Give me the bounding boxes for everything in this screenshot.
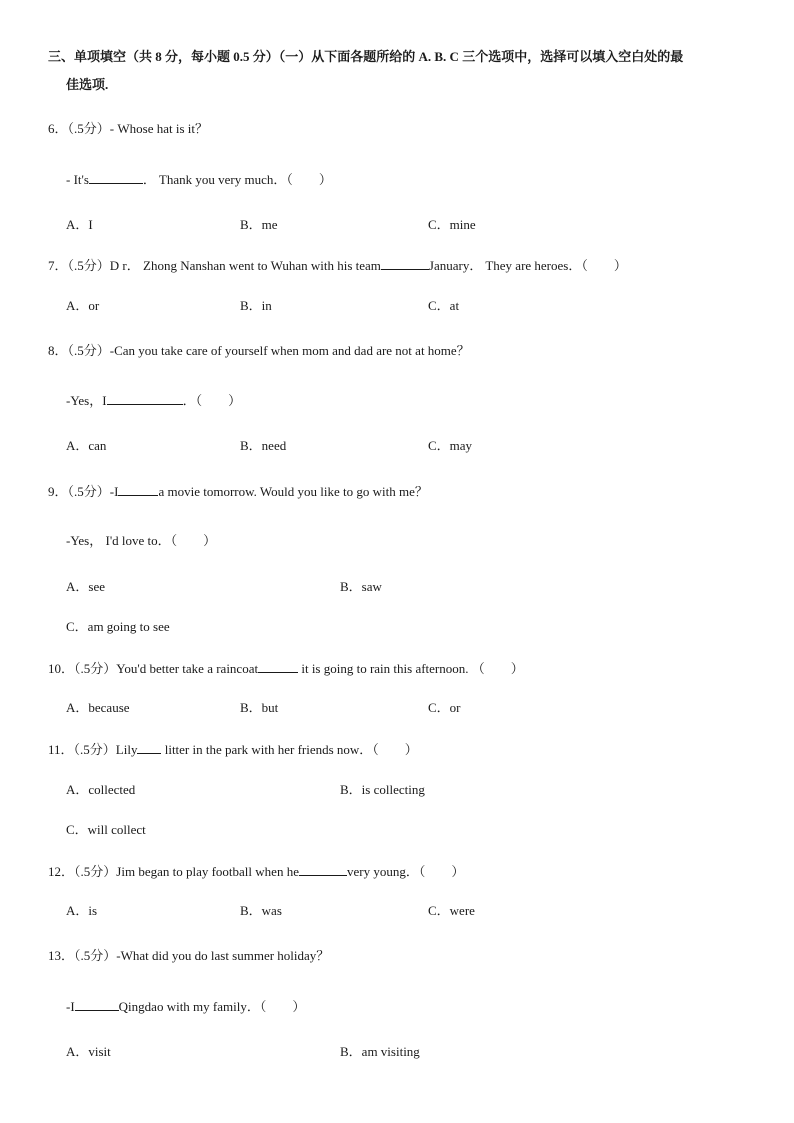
question-points: （.5分） (74, 661, 117, 676)
answer-blank[interactable] (137, 740, 161, 754)
option-a[interactable]: A．or (66, 298, 100, 313)
option-b[interactable]: B．need (240, 438, 287, 453)
question-text: Jim began to play football when he (116, 864, 299, 879)
question-text: ． Thank you very much．（ ） (142, 172, 332, 187)
question-number: 8． (48, 343, 68, 358)
option-b[interactable]: B．but (240, 700, 279, 715)
question-6-stem (48, 120, 208, 138)
question-7-stem (48, 256, 627, 275)
answer-blank[interactable] (118, 482, 158, 496)
question-text: ．（ ） (182, 393, 242, 408)
question-points: （.5分） (74, 864, 117, 879)
question-13-stem (48, 947, 329, 965)
question-points: （.5分） (67, 343, 110, 358)
question-text: January． They are heroes．（ ） (428, 258, 627, 273)
answer-blank[interactable] (75, 997, 119, 1011)
section-heading-line2: 佳选项. (66, 77, 109, 92)
question-text: D r． Zhong Nanshan went to Wuhan with his team (109, 258, 381, 273)
option-c[interactable]: C．mine (428, 217, 476, 232)
option-b[interactable]: B．is collecting (340, 782, 425, 797)
option-c[interactable]: C．at (428, 298, 460, 313)
question-8-stem (48, 342, 470, 360)
question-13-answer-line (66, 997, 305, 1016)
option-a[interactable]: A．see (66, 579, 105, 594)
question-text: it is going to rain this afternoon. （ ） (298, 661, 524, 676)
question-points: （.5分） (67, 258, 110, 273)
option-c[interactable]: C．or (428, 700, 461, 715)
question-number: 9． (48, 484, 68, 499)
option-c[interactable]: C．were (428, 903, 475, 918)
option-a[interactable]: A．is (66, 903, 98, 918)
option-a[interactable]: A．collected (66, 782, 136, 797)
question-text: -I (66, 999, 75, 1014)
question-number: 7． (48, 258, 68, 273)
question-number: 11． (48, 742, 74, 757)
question-number: 6． (48, 121, 68, 136)
question-text: a movie tomorrow. Would you like to go with me？ (158, 484, 428, 499)
question-text: -What did you do last summer holiday？ (116, 948, 330, 963)
answer-blank[interactable] (258, 659, 298, 673)
option-b[interactable]: B．saw (340, 579, 382, 594)
question-12-stem (48, 862, 464, 881)
answer-blank[interactable] (381, 256, 429, 270)
option-a[interactable]: A．because (66, 700, 130, 715)
question-text: - Whose hat is it？ (109, 121, 208, 136)
option-c[interactable]: C．am going to see (66, 619, 170, 634)
question-11-stem (48, 740, 418, 759)
question-number: 13． (48, 948, 75, 963)
question-6-answer-line (66, 170, 332, 189)
option-a[interactable]: A．can (66, 438, 107, 453)
question-text: Lily (115, 742, 138, 757)
option-b[interactable]: B．was (240, 903, 282, 918)
question-points: （.5分） (74, 948, 117, 963)
answer-blank[interactable] (89, 170, 143, 184)
question-text: -I (109, 484, 119, 499)
question-text: litter in the park with her friends now．（ ） (161, 742, 418, 757)
option-c[interactable]: C．may (428, 438, 473, 453)
question-number: 12． (48, 864, 75, 879)
question-10-stem (48, 659, 524, 678)
question-text: -Yes，I (66, 393, 107, 408)
question-9-stem (48, 482, 428, 501)
question-text: very young．（ ） (346, 864, 465, 879)
question-points: （.5分） (73, 742, 116, 757)
question-number: 10． (48, 661, 75, 676)
question-text: You'd better take a raincoat (116, 661, 259, 676)
answer-blank[interactable] (107, 391, 183, 405)
question-points: （.5分） (67, 484, 110, 499)
option-c[interactable]: C．will collect (66, 822, 146, 837)
question-text: -Can you take care of yourself when mom and dad are not at home？ (109, 343, 470, 358)
question-text: Qingdao with my family．（ ） (118, 999, 306, 1014)
answer-blank[interactable] (299, 862, 347, 876)
option-b[interactable]: B．me (240, 217, 278, 232)
question-points: （.5分） (67, 121, 110, 136)
option-a[interactable]: A．visit (66, 1044, 111, 1059)
option-b[interactable]: B．in (240, 298, 272, 313)
question-8-answer-line (66, 391, 241, 410)
option-a[interactable]: A．I (66, 217, 93, 232)
question-text: - It's (66, 172, 89, 187)
option-b[interactable]: B．am visiting (340, 1044, 420, 1059)
question-9-answer-line: -Yes， I'd love to．（ ） (66, 533, 217, 548)
section-heading-line1: 三、单项填空（共 8 分，每小题 0.5 分）（一）从下面各题所给的 A. B. C 三个选项中，选择可以填入空白处的最 (48, 49, 684, 64)
